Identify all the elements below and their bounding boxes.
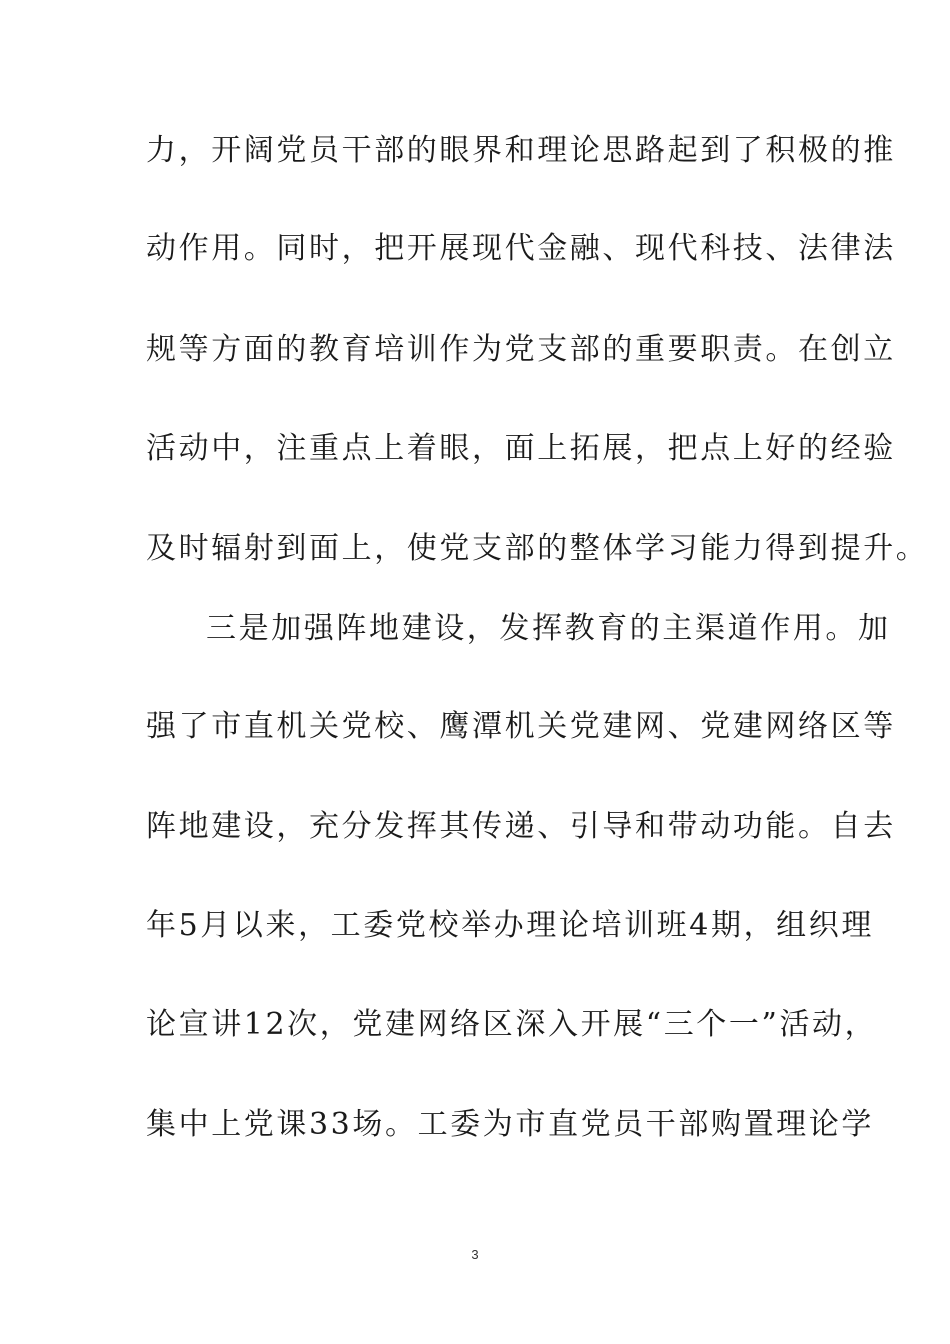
text-line: 强了市直机关党校、鹰潭机关党建网、党建网络区等 bbox=[146, 709, 896, 744]
text-line: 阵地建设，充分发挥其传递、引导和带动功能。自去 bbox=[146, 809, 896, 844]
text-line: 动作用。同时，把开展现代金融、现代科技、法律法 bbox=[146, 231, 896, 266]
text-line: 年5月以来，工委党校举办理论培训班4期，组织理 bbox=[146, 908, 874, 943]
text-line: 规等方面的教育培训作为党支部的重要职责。在创立 bbox=[146, 332, 896, 367]
text-line: 活动中，注重点上着眼，面上拓展，把点上好的经验 bbox=[146, 431, 896, 466]
page-number: 3 bbox=[471, 1247, 479, 1262]
text-line: 力，开阔党员干部的眼界和理论思路起到了积极的推 bbox=[146, 133, 896, 168]
paragraph-first-line: 三是加强阵地建设，发挥教育的主渠道作用。加 bbox=[206, 611, 891, 646]
text-line: 论宣讲12次，党建网络区深入开展“三个一”活动， bbox=[146, 1007, 878, 1042]
text-line: 及时辐射到面上，使党支部的整体学习能力得到提升。 bbox=[146, 531, 929, 566]
text-line: 集中上党课33场。工委为市直党员干部购置理论学 bbox=[146, 1107, 874, 1142]
